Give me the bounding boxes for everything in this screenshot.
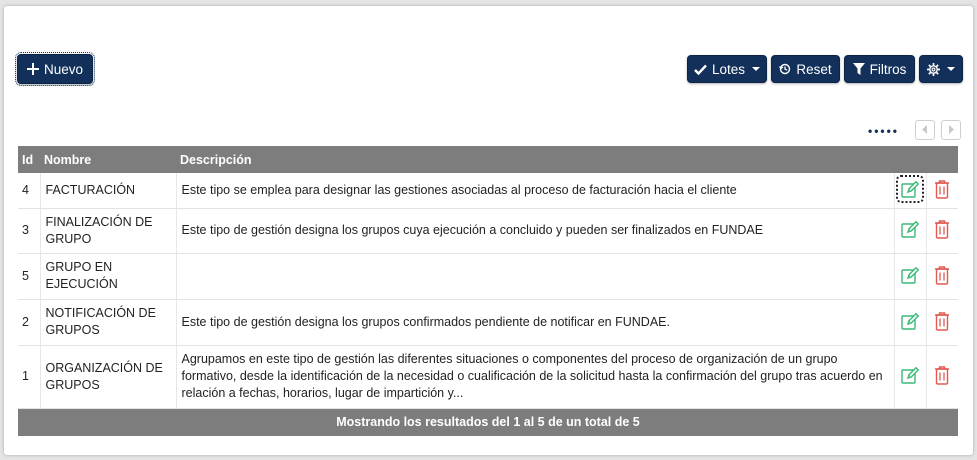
settings-dropdown-button[interactable]: [919, 55, 963, 83]
pagination-dots: •••••: [868, 124, 900, 138]
cell-edit: [894, 253, 926, 299]
cell-id: 3: [18, 208, 40, 253]
table-row: [18, 253, 958, 299]
lotes-dropdown-button[interactable]: [687, 55, 767, 83]
filters-button[interactable]: [844, 55, 915, 83]
table-row: [18, 173, 958, 208]
cell-id: 4: [18, 173, 40, 208]
cell-nombre: NOTIFICACIÓN DE GRUPOS: [40, 299, 176, 345]
caret-down-icon: [752, 67, 760, 71]
cell-delete: [926, 208, 958, 253]
new-button-label: Nuevo: [44, 61, 84, 77]
cell-descripcion: Agrupamos en este tipo de gestión las diferentes situaciones o componentes del proceso de organización de un grupo formativo, desde la identificación de la necesidad o cualificación de la solicitud hasta la confirmación del grupo tras acuerdo en relación a fechas, horarios, lugar de impartición y...: [176, 345, 894, 408]
cell-edit: [894, 299, 926, 345]
cell-nombre: FACTURACIÓN: [40, 173, 176, 208]
edit-icon[interactable]: [898, 263, 922, 287]
edit-icon[interactable]: [898, 177, 922, 201]
cell-id: 2: [18, 299, 40, 345]
cell-id: 1: [18, 345, 40, 408]
table-row: [18, 299, 958, 345]
trash-icon[interactable]: [930, 309, 954, 333]
cell-delete: [926, 345, 958, 408]
cell-descripcion: Este tipo de gestión designa los grupos cuya ejecución a concluido y pueden ser finalizados en FUNDAE: [176, 208, 894, 253]
content-panel: [4, 6, 973, 455]
cell-id: 5: [18, 253, 40, 299]
edit-icon[interactable]: [898, 309, 922, 333]
cell-edit: [894, 208, 926, 253]
table-footer-row: [18, 408, 958, 436]
column-header-descripcion[interactable]: Descripción: [176, 146, 894, 173]
new-button[interactable]: [17, 54, 93, 84]
edit-icon[interactable]: [898, 363, 922, 387]
gestion-types-table: [18, 146, 958, 436]
check-icon: [694, 64, 707, 75]
table-row: [18, 208, 958, 253]
cell-edit: [894, 173, 926, 208]
column-header-nombre[interactable]: Nombre: [40, 146, 176, 173]
table-row: [18, 345, 958, 408]
cell-nombre: FINALIZACIÓN DE GRUPO: [40, 208, 176, 253]
column-header-delete: [926, 146, 958, 173]
table-header-row: [18, 146, 958, 173]
trash-icon[interactable]: [930, 363, 954, 387]
chevron-left-icon: [922, 121, 928, 139]
filters-button-label: Filtros: [869, 61, 907, 77]
filter-icon: [853, 63, 865, 75]
next-page-button[interactable]: [941, 120, 961, 140]
cell-nombre: GRUPO EN EJECUCIÓN: [40, 253, 176, 299]
lotes-button-label: Lotes: [711, 61, 746, 77]
results-summary: Mostrando los resultados del 1 al 5 de un total de 5: [18, 408, 958, 436]
plus-icon: [27, 63, 39, 75]
trash-icon[interactable]: [930, 217, 954, 241]
previous-page-button[interactable]: [915, 120, 935, 140]
trash-icon[interactable]: [930, 177, 954, 201]
reset-button-label: Reset: [796, 61, 832, 77]
reset-button[interactable]: [771, 55, 840, 83]
column-header-edit: [894, 146, 926, 173]
cell-delete: [926, 173, 958, 208]
cell-edit: [894, 345, 926, 408]
column-header-id[interactable]: Id: [18, 146, 40, 173]
cell-delete: [926, 299, 958, 345]
cell-descripcion: [176, 253, 894, 299]
cell-nombre: ORGANIZACIÓN DE GRUPOS: [40, 345, 176, 408]
cell-descripcion: Este tipo de gestión designa los grupos confirmados pendiente de notificar en FUNDAE.: [176, 299, 894, 345]
edit-icon[interactable]: [898, 217, 922, 241]
cell-descripcion: Este tipo se emplea para designar las gestiones asociadas al proceso de facturación hacia el cliente: [176, 173, 894, 208]
caret-down-icon: [947, 67, 955, 71]
history-icon: [779, 63, 791, 75]
trash-icon[interactable]: [930, 263, 954, 287]
gear-icon: [927, 63, 940, 76]
cell-delete: [926, 253, 958, 299]
chevron-right-icon: [948, 121, 954, 139]
